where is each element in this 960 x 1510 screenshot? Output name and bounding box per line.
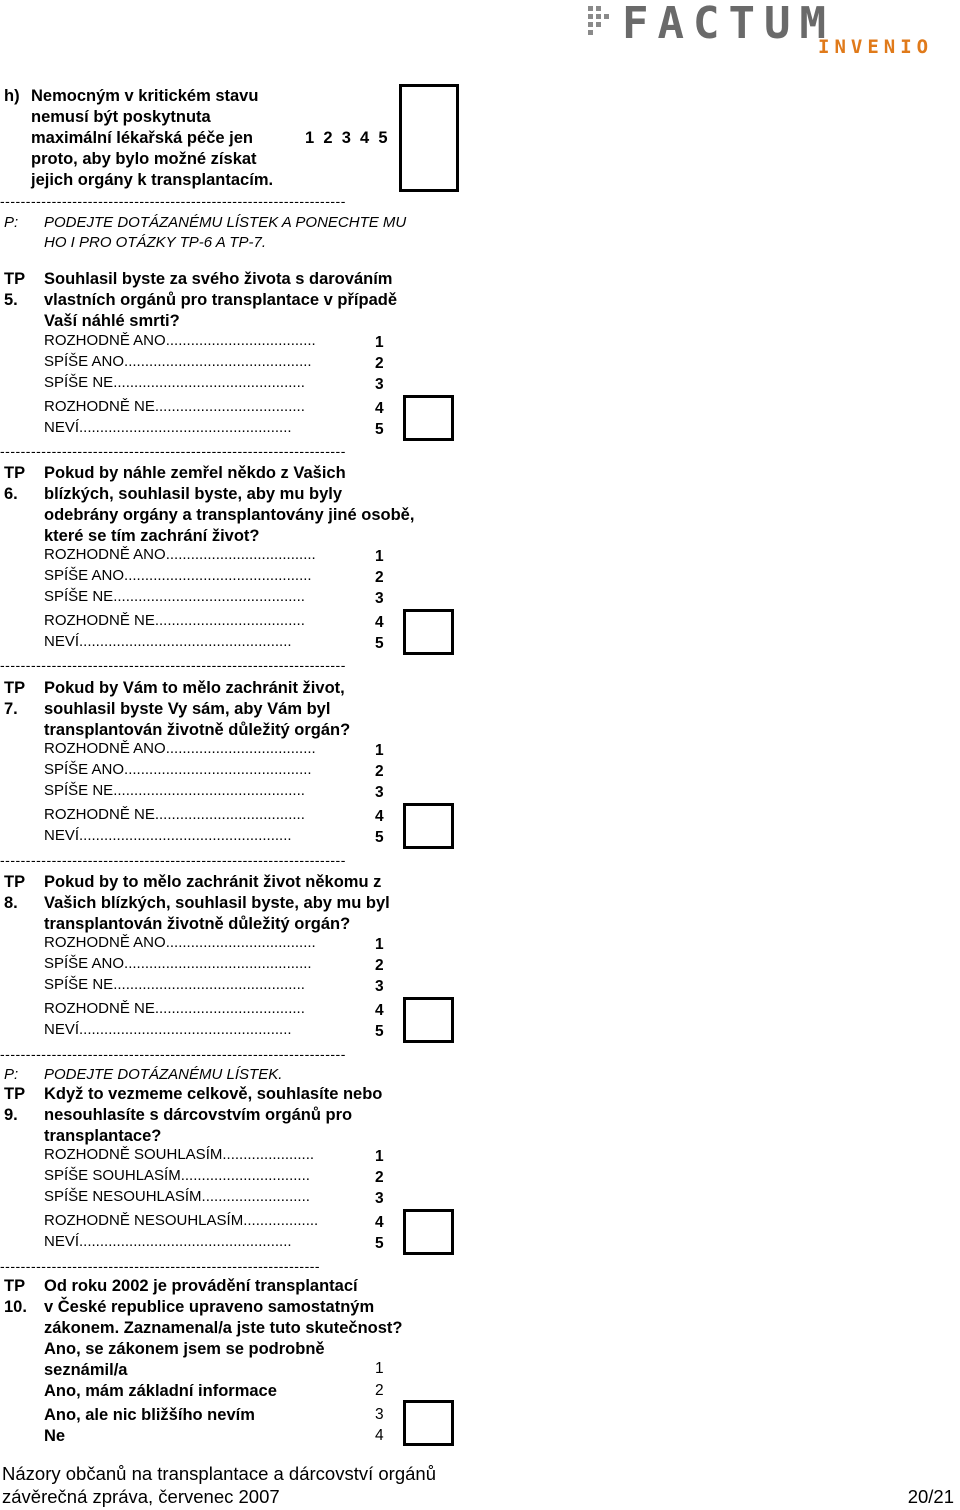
answer-box[interactable] — [399, 84, 459, 192]
instruction-text: HO I PRO OTÁZKY TP-6 A TP-7. — [44, 234, 266, 251]
option-code: 1 — [375, 548, 384, 565]
answer-box[interactable] — [403, 609, 454, 655]
question-text-line: nemusí být poskytnuta — [31, 108, 211, 126]
option-label: NEVÍ................................................... — [44, 1233, 292, 1250]
option-label: SPÍŠE ANO............................................. — [44, 761, 312, 778]
option-code: 2 — [375, 763, 384, 780]
question-text-line: Pokud by Vám to mělo zachránit život, — [44, 679, 345, 697]
question-text-line: odebrány orgány a transplantovány jiné osobě, — [44, 506, 415, 524]
option-code: 4 — [375, 400, 384, 417]
option-code: 4 — [375, 1002, 384, 1019]
option-label: NEVÍ................................................... — [44, 633, 292, 650]
option-code: 1 — [375, 936, 384, 953]
question-text-line: transplantován životně důležitý orgán? — [44, 721, 351, 739]
option-code: 4 — [375, 808, 384, 825]
option-code: 5 — [375, 1235, 384, 1252]
answer-box[interactable] — [403, 395, 454, 441]
question-code: TP — [4, 873, 26, 891]
separator: ------------------------------------------------------------------- — [0, 853, 346, 867]
option-code: 5 — [375, 1023, 384, 1040]
question-text-line: Pokud by náhle zemřel někdo z Vašich — [44, 464, 346, 482]
answer-box[interactable] — [403, 1400, 454, 1446]
option-code: 5 — [375, 421, 384, 438]
question-text-line: jejich orgány k transplantacím. — [31, 171, 274, 189]
option-code: 5 — [375, 635, 384, 652]
question-text-line: Vaší náhlé smrti? — [44, 312, 180, 330]
option-label: ROZHODNĚ NE.................................... — [44, 398, 305, 415]
option-label: NEVÍ................................................... — [44, 1021, 292, 1038]
option-code: 1 — [375, 742, 384, 759]
question-text-line: Souhlasil byste za svého života s darováním — [44, 270, 393, 288]
option-label: SPÍŠE NESOUHLASÍM.......................... — [44, 1188, 310, 1205]
option-label: Ne — [44, 1427, 66, 1445]
option-label: ROZHODNĚ ANO.................................... — [44, 546, 316, 563]
question-code: 10. — [4, 1298, 27, 1316]
question-code: TP — [4, 464, 26, 482]
option-code: 1 — [375, 334, 384, 351]
option-code: 2 — [375, 569, 384, 586]
option-code: 3 — [375, 1190, 384, 1207]
question-code: 6. — [4, 485, 18, 503]
logo-dots-icon — [588, 6, 618, 40]
question-code: TP — [4, 679, 26, 697]
question-letter: h) — [4, 87, 20, 105]
question-text-line: zákonem. Zaznamenal/a jste tuto skutečnost? — [44, 1319, 403, 1337]
separator: -------------------------------------------------------------- — [0, 1259, 321, 1273]
logo-wordmark: FACTUM — [622, 0, 835, 49]
option-label: SPÍŠE ANO............................................. — [44, 955, 312, 972]
question-text-line: Když to vezmeme celkově, souhlasíte nebo — [44, 1085, 383, 1103]
option-code: 1 — [375, 1360, 384, 1377]
instruction-text: PODEJTE DOTÁZANÉMU LÍSTEK A PONECHTE MU — [44, 214, 407, 231]
answer-box[interactable] — [403, 997, 454, 1043]
question-text-line: souhlasil byste Vy sám, aby Vám byl — [44, 700, 331, 718]
option-code: 2 — [375, 355, 384, 372]
question-text-line: nesouhlasíte s dárcovstvím orgánů pro — [44, 1106, 353, 1124]
option-code: 2 — [375, 1382, 384, 1399]
option-label: ROZHODNĚ NE.................................... — [44, 806, 305, 823]
option-code: 3 — [375, 1406, 384, 1423]
option-label: SPÍŠE ANO............................................. — [44, 567, 312, 584]
rating-scale: 1 2 3 4 5 — [305, 129, 388, 147]
question-code: 8. — [4, 894, 18, 912]
footer-title: Názory občanů na transplantace a dárcovství orgánů — [2, 1463, 436, 1484]
option-code: 1 — [375, 1148, 384, 1165]
question-text-line: maximální lékařská péče jen — [31, 129, 253, 147]
option-code: 3 — [375, 978, 384, 995]
option-code: 3 — [375, 784, 384, 801]
option-label: SPÍŠE NE.............................................. — [44, 782, 305, 799]
answer-box[interactable] — [403, 1209, 454, 1255]
option-label: SPÍŠE NE.............................................. — [44, 374, 305, 391]
option-label: ROZHODNĚ NE.................................... — [44, 612, 305, 629]
logo-subtitle: INVENIO — [818, 36, 934, 58]
question-text-line: proto, aby bylo možné získat — [31, 150, 257, 168]
option-code: 3 — [375, 590, 384, 607]
question-code: TP — [4, 1277, 26, 1295]
separator: ------------------------------------------------------------------- — [0, 1047, 346, 1061]
option-label: Ano, se zákonem jsem se podrobně — [44, 1340, 325, 1358]
question-text-line: které se tím zachrání život? — [44, 527, 260, 545]
question-code: 9. — [4, 1106, 18, 1124]
answer-box[interactable] — [403, 803, 454, 849]
option-label: NEVÍ................................................... — [44, 419, 292, 436]
question-code: TP — [4, 270, 26, 288]
option-code: 4 — [375, 614, 384, 631]
separator: ------------------------------------------------------------------- — [0, 658, 346, 672]
page-number: 20/21 — [907, 1486, 954, 1507]
question-code: 7. — [4, 700, 18, 718]
question-code: 5. — [4, 291, 18, 309]
option-label: SPÍŠE SOUHLASÍM............................... — [44, 1167, 310, 1184]
question-text-line: transplantace? — [44, 1127, 162, 1145]
option-label: ROZHODNĚ ANO.................................... — [44, 934, 316, 951]
question-code: TP — [4, 1085, 26, 1103]
option-code: 2 — [375, 1169, 384, 1186]
question-text-line: blízkých, souhlasil byste, aby mu byly — [44, 485, 343, 503]
question-text-line: Pokud by to mělo zachránit život někomu z — [44, 873, 382, 891]
option-label: ROZHODNĚ SOUHLASÍM...................... — [44, 1146, 315, 1163]
separator: ------------------------------------------------------------------- — [0, 194, 346, 208]
option-label: ROZHODNĚ NE.................................... — [44, 1000, 305, 1017]
footer-subtitle: závěrečná zpráva, červenec 2007 — [2, 1486, 280, 1507]
question-text-line: Vašich blízkých, souhlasil byste, aby mu byl — [44, 894, 390, 912]
option-label: ROZHODNĚ NESOUHLASÍM.................. — [44, 1212, 319, 1229]
option-code: 4 — [375, 1214, 384, 1231]
option-label: SPÍŠE NE.............................................. — [44, 588, 305, 605]
option-label: seznámil/a — [44, 1361, 128, 1379]
separator: ------------------------------------------------------------------- — [0, 444, 346, 458]
option-label: Ano, mám základní informace — [44, 1382, 277, 1400]
option-code: 4 — [375, 1427, 384, 1444]
option-label: Ano, ale nic bližšího nevím — [44, 1406, 255, 1424]
option-label: ROZHODNĚ ANO.................................... — [44, 332, 316, 349]
instruction-tag: P: — [4, 214, 19, 231]
option-code: 5 — [375, 829, 384, 846]
question-text-line: Od roku 2002 je provádění transplantací — [44, 1277, 358, 1295]
instruction-text: PODEJTE DOTÁZANÉMU LÍSTEK. — [44, 1066, 283, 1083]
option-code: 2 — [375, 957, 384, 974]
instruction-tag: P: — [4, 1066, 19, 1083]
option-code: 3 — [375, 376, 384, 393]
option-label: SPÍŠE ANO............................................. — [44, 353, 312, 370]
question-text-line: vlastních orgánů pro transplantace v případě — [44, 291, 398, 309]
question-text-line: v České republice upraveno samostatným — [44, 1298, 375, 1316]
question-text-line: Nemocným v kritickém stavu — [31, 87, 259, 105]
option-label: SPÍŠE NE.............................................. — [44, 976, 305, 993]
option-label: ROZHODNĚ ANO.................................... — [44, 740, 316, 757]
question-text-line: transplantován životně důležitý orgán? — [44, 915, 351, 933]
option-label: NEVÍ................................................... — [44, 827, 292, 844]
